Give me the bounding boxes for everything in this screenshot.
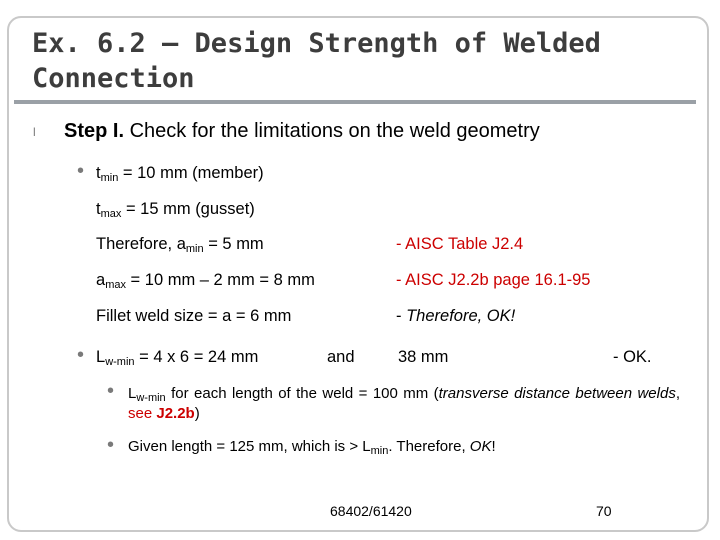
- lwmin-base: L: [96, 348, 106, 366]
- small-bullet-icon: •: [107, 380, 115, 402]
- weld-length-paragraph: [128, 384, 680, 424]
- para1-base: L: [128, 385, 137, 402]
- para2-end: !: [491, 438, 496, 455]
- footer-course-code: 68402/61420: [330, 503, 412, 519]
- level1-bullet-icon: l: [33, 125, 36, 139]
- fillet-line: Fillet weld size = a = 6 mm: [96, 307, 292, 325]
- tmax-rest: = 15 mm (gusset): [121, 200, 255, 218]
- para1-italic: transverse distance between welds: [438, 385, 676, 402]
- lwmin-value: 38 mm: [398, 348, 449, 366]
- amax-sub: max: [105, 279, 126, 291]
- sub-bullet-icon: •: [77, 344, 85, 366]
- slide-title: Ex. 6.2 – Design Strength of Welded Connection: [32, 28, 601, 94]
- para2-italic: OK: [469, 438, 492, 455]
- para1-ref: J2.2b: [156, 405, 195, 422]
- para1-sub: w-min: [136, 392, 166, 404]
- amin-line: [96, 235, 264, 254]
- para1-close: ): [194, 405, 200, 422]
- para2-sub: min: [370, 445, 389, 457]
- amin-rest: = 5 mm: [203, 235, 264, 253]
- amax-rest: = 10 mm – 2 mm = 8 mm: [125, 271, 315, 289]
- fillet-conclusion: [396, 307, 515, 326]
- para1-text1: for each length of the weld = 100 mm (: [165, 385, 439, 402]
- step-heading: [64, 120, 540, 143]
- small-bullet-icon: •: [107, 434, 115, 456]
- tmax-line: [96, 200, 255, 219]
- fillet-ok: Therefore, OK!: [406, 307, 516, 325]
- lwmin-sub: w-min: [105, 356, 135, 368]
- tmax-sub: max: [100, 208, 122, 220]
- lwmin-line: [96, 348, 258, 367]
- tmin-sub: min: [100, 172, 119, 184]
- amin-pre: Therefore, a: [96, 235, 186, 253]
- lwmin-ok: - OK.: [613, 348, 652, 366]
- step-text: Check for the limitations on the weld geometry: [124, 120, 540, 142]
- para2-text2: . Therefore,: [388, 438, 470, 455]
- amax-base: a: [96, 271, 106, 289]
- given-length-line: [128, 438, 496, 455]
- amax-line: [96, 271, 315, 290]
- amax-reference: - AISC J2.2b page 16.1-95: [396, 271, 591, 289]
- para1-see: see: [128, 405, 157, 422]
- amin-sub: min: [185, 243, 204, 255]
- tmin-base: t: [96, 164, 101, 182]
- lwmin-and: and: [327, 348, 355, 366]
- para2-text1: Given length = 125 mm, which is > L: [128, 438, 371, 455]
- tmax-base: t: [96, 200, 101, 218]
- amin-reference: - AISC Table J2.4: [396, 235, 524, 253]
- lwmin-rest: = 4 x 6 = 24 mm: [134, 348, 259, 366]
- para1-text2: ,: [675, 385, 680, 402]
- title-divider: [14, 100, 696, 104]
- fillet-dash: -: [396, 307, 407, 325]
- page-number: 70: [596, 503, 612, 519]
- tmin-line: [96, 164, 264, 183]
- step-label: Step I.: [64, 120, 125, 142]
- sub-bullet-icon: •: [77, 160, 85, 182]
- tmin-rest: = 10 mm (member): [118, 164, 264, 182]
